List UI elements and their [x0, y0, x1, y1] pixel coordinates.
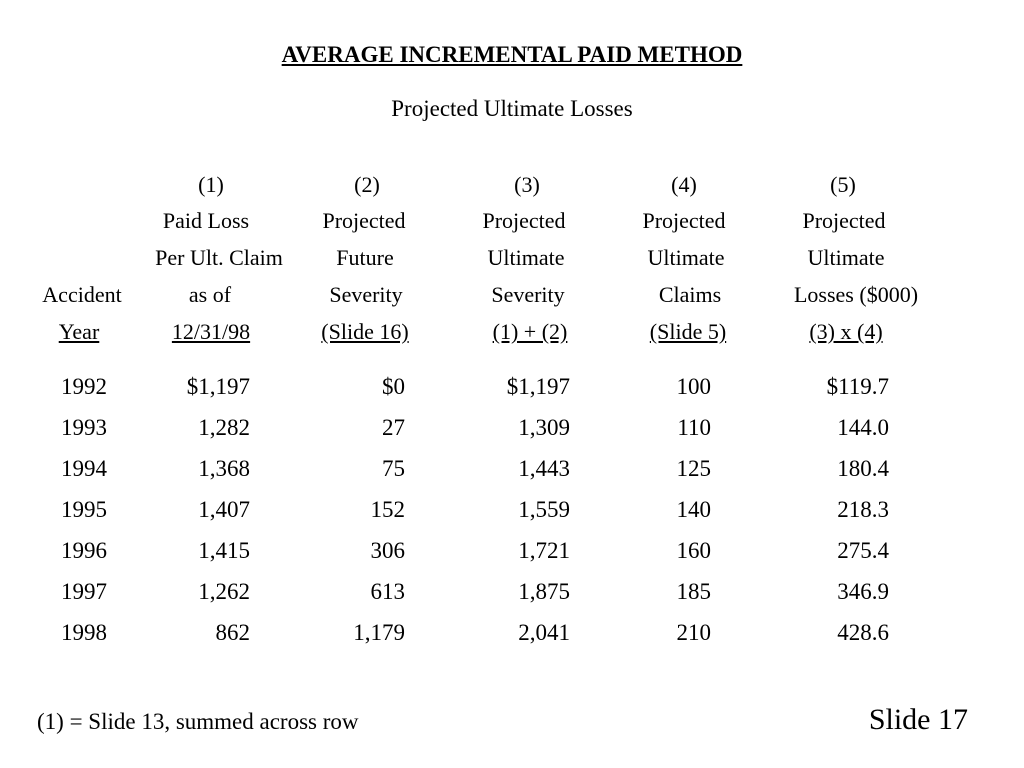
- column-number-5: (5): [830, 172, 856, 197]
- cell-paid-loss: 1,415: [198, 538, 250, 563]
- header-slide-16: (Slide 16): [321, 319, 409, 344]
- cell-year: 1992: [61, 374, 107, 399]
- cell-ultimate-claims: 185: [676, 579, 711, 604]
- cell-ultimate-losses: 180.4: [837, 456, 889, 481]
- cell-ultimate-severity: 1,875: [518, 579, 570, 604]
- cell-future-severity: 613: [370, 579, 405, 604]
- cell-year: 1998: [61, 620, 107, 645]
- cell-year: 1995: [61, 497, 107, 522]
- cell-future-severity: 306: [370, 538, 405, 563]
- header-projected-4: Projected: [642, 208, 726, 233]
- cell-future-severity: 27: [382, 415, 405, 440]
- cell-ultimate-losses: 144.0: [837, 415, 889, 440]
- cell-ultimate-claims: 100: [676, 374, 711, 399]
- cell-ultimate-losses: $119.7: [826, 374, 889, 399]
- header-ultimate-4: Ultimate: [647, 245, 725, 270]
- cell-future-severity: 1,179: [353, 620, 405, 645]
- cell-ultimate-losses: 218.3: [837, 497, 889, 522]
- cell-future-severity: 152: [370, 497, 405, 522]
- slide-subtitle: Projected Ultimate Losses: [391, 96, 633, 121]
- header-as-of: as of: [188, 282, 232, 307]
- cell-paid-loss: 1,407: [198, 497, 250, 522]
- cell-future-severity: 75: [382, 456, 405, 481]
- cell-paid-loss: 1,262: [198, 579, 250, 604]
- header-date: 12/31/98: [171, 319, 251, 344]
- cell-ultimate-severity: $1,197: [506, 374, 570, 399]
- header-losses: Losses ($000): [793, 282, 919, 307]
- cell-paid-loss: 1,368: [198, 456, 250, 481]
- column-number-2: (2): [354, 172, 380, 197]
- cell-future-severity: $0: [382, 374, 405, 399]
- cell-paid-loss: 1,282: [198, 415, 250, 440]
- header-severity-2: Severity: [329, 282, 403, 307]
- header-formula-3-times-4: (3) x (4): [809, 319, 883, 344]
- column-number-3: (3): [514, 172, 540, 197]
- cell-ultimate-losses: 275.4: [837, 538, 889, 563]
- cell-year: 1994: [61, 456, 107, 481]
- column-number-4: (4): [671, 172, 697, 197]
- cell-ultimate-claims: 160: [676, 538, 711, 563]
- cell-ultimate-claims: 140: [676, 497, 711, 522]
- slide-number: Slide 17: [868, 703, 968, 736]
- cell-ultimate-losses: 428.6: [837, 620, 889, 645]
- header-projected-5: Projected: [802, 208, 886, 233]
- header-paid-loss: Paid Loss: [162, 208, 250, 233]
- cell-ultimate-losses: 346.9: [837, 579, 889, 604]
- header-accident: Accident: [42, 282, 122, 307]
- cell-ultimate-claims: 210: [676, 620, 711, 645]
- cell-paid-loss: 862: [215, 620, 250, 645]
- cell-ultimate-severity: 1,443: [518, 456, 570, 481]
- column-number-1: (1): [198, 172, 224, 197]
- header-year: Year: [58, 319, 100, 344]
- header-per-ult-claim: Per Ult. Claim: [155, 245, 283, 270]
- header-severity-3: Severity: [491, 282, 565, 307]
- cell-ultimate-severity: 1,721: [518, 538, 570, 563]
- header-slide-5: (Slide 5): [649, 319, 727, 344]
- cell-year: 1996: [61, 538, 107, 563]
- cell-ultimate-severity: 1,559: [518, 497, 570, 522]
- header-ultimate-5: Ultimate: [807, 245, 885, 270]
- cell-year: 1997: [61, 579, 107, 604]
- slide-title: AVERAGE INCREMENTAL PAID METHOD: [281, 42, 743, 67]
- cell-year: 1993: [61, 415, 107, 440]
- cell-paid-loss: $1,197: [186, 374, 250, 399]
- header-projected-3: Projected: [482, 208, 566, 233]
- cell-ultimate-claims: 110: [677, 415, 711, 440]
- header-projected-2: Projected: [322, 208, 406, 233]
- header-ultimate-3: Ultimate: [487, 245, 565, 270]
- footnote: (1) = Slide 13, summed across row: [37, 709, 359, 734]
- cell-ultimate-claims: 125: [676, 456, 711, 481]
- header-claims: Claims: [658, 282, 722, 307]
- cell-ultimate-severity: 2,041: [518, 620, 570, 645]
- header-formula-1-plus-2: (1) + (2): [492, 319, 568, 344]
- header-future: Future: [336, 245, 394, 270]
- cell-ultimate-severity: 1,309: [518, 415, 570, 440]
